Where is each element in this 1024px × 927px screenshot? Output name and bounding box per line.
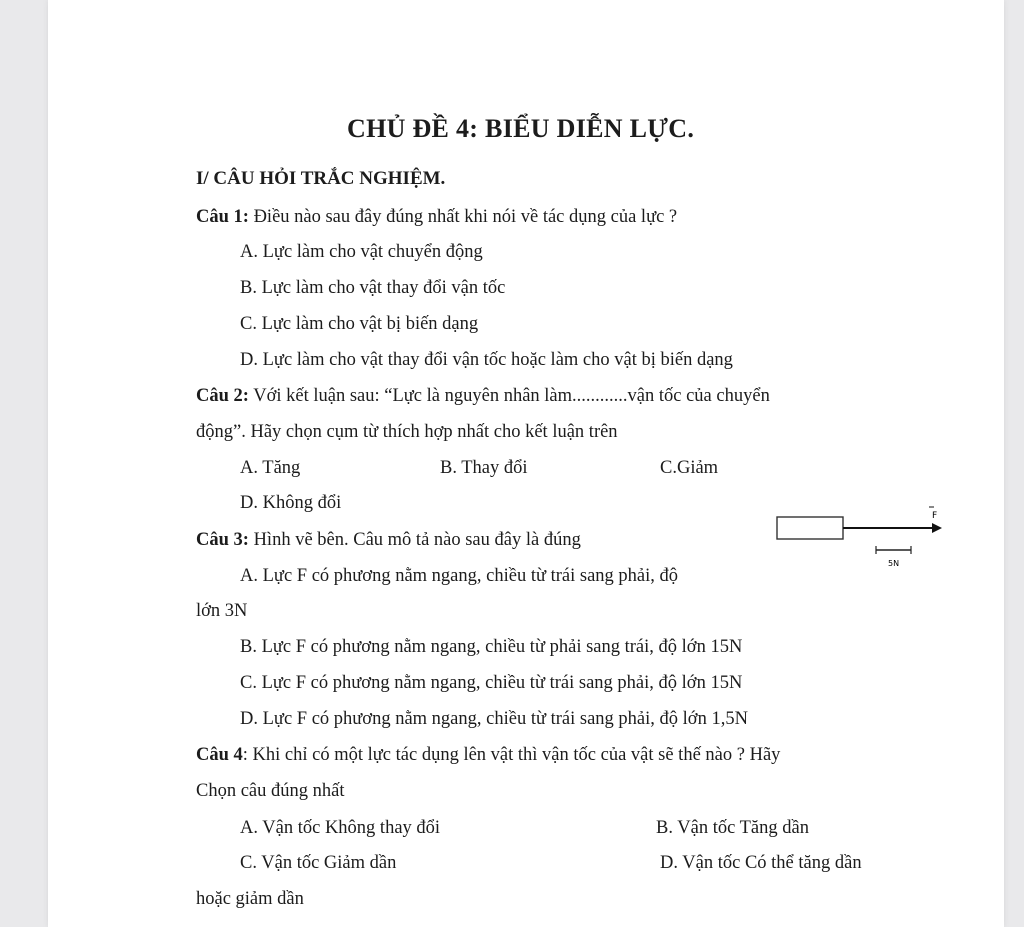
question-1-option-c: C. Lực làm cho vật bị biến dạng: [240, 314, 479, 334]
question-3-option-a-line2: lớn 3N: [196, 601, 248, 621]
force-label: F: [932, 511, 938, 521]
question-4-text-line2: Chọn câu đúng nhất: [196, 781, 345, 801]
question-3-option-a-line1: A. Lực F có phương nằm ngang, chiều từ trái sang phải, độ: [240, 566, 679, 586]
question-2-label: Câu 2:: [196, 386, 249, 406]
question-3-option-d: D. Lực F có phương nằm ngang, chiều từ trái sang phải, độ lớn 1,5N: [240, 709, 748, 729]
question-2-option-a: A. Tăng: [240, 458, 301, 478]
question-2-option-d: D. Không đổi: [240, 493, 342, 513]
document-page: [48, 0, 1004, 927]
question-2-text-line2: động”. Hãy chọn cụm từ thích hợp nhất cho kết luận trên: [196, 422, 618, 442]
scale-label: 5N: [888, 559, 900, 568]
question-4-option-d-line1: D. Vận tốc Có thể tăng dần: [660, 853, 862, 873]
question-4-option-a: A. Vận tốc Không thay đổi: [240, 818, 441, 838]
section-heading: I/ CÂU HỎI TRẮC NGHIỆM.: [196, 168, 446, 189]
question-4-option-b: B. Vận tốc Tăng dần: [656, 818, 809, 838]
question-3-label: Câu 3:: [196, 530, 249, 550]
question-1: [196, 206, 677, 228]
question-3-option-c: C. Lực F có phương nằm ngang, chiều từ trái sang phải, độ lớn 15N: [240, 673, 743, 693]
question-3-option-b: B. Lực F có phương nằm ngang, chiều từ phải sang trái, độ lớn 15N: [240, 637, 743, 657]
question-1-option-d: D. Lực làm cho vật thay đổi vận tốc hoặc làm cho vật bị biến dạng: [240, 350, 733, 370]
question-4: [196, 744, 780, 766]
page-title: CHỦ ĐỀ 4: BIỂU DIỄN LỰC.: [347, 114, 695, 143]
object-box: [777, 517, 843, 539]
question-4-label: Câu 4: [196, 745, 243, 765]
question-1-text: Điều nào sau đây đúng nhất khi nói về tác dụng của lực ?: [253, 207, 678, 227]
question-4-option-c: C. Vận tốc Giảm dần: [240, 853, 397, 873]
question-3: [196, 529, 581, 551]
question-2: [196, 385, 770, 407]
question-3-text: Hình vẽ bên. Câu mô tả nào sau đây là đúng: [253, 530, 581, 550]
question-2-option-b: B. Thay đổi: [440, 458, 528, 478]
question-1-option-a: A. Lực làm cho vật chuyển động: [240, 242, 483, 262]
question-4-text-line1: : Khi chỉ có một lực tác dụng lên vật thì vận tốc của vật sẽ thế nào ? Hãy: [242, 745, 781, 765]
question-1-label: Câu 1:: [196, 207, 249, 227]
question-2-option-c: C.Giảm: [660, 458, 719, 478]
question-1-option-b: B. Lực làm cho vật thay đổi vận tốc: [240, 278, 506, 298]
force-diagram: [774, 502, 946, 572]
question-4-option-d-line2: hoặc giảm dần: [196, 889, 304, 909]
force-arrow-head: [932, 523, 942, 533]
question-2-text-line1: Với kết luận sau: “Lực là nguyên nhân làm............vận tốc của chuyển: [253, 386, 770, 406]
